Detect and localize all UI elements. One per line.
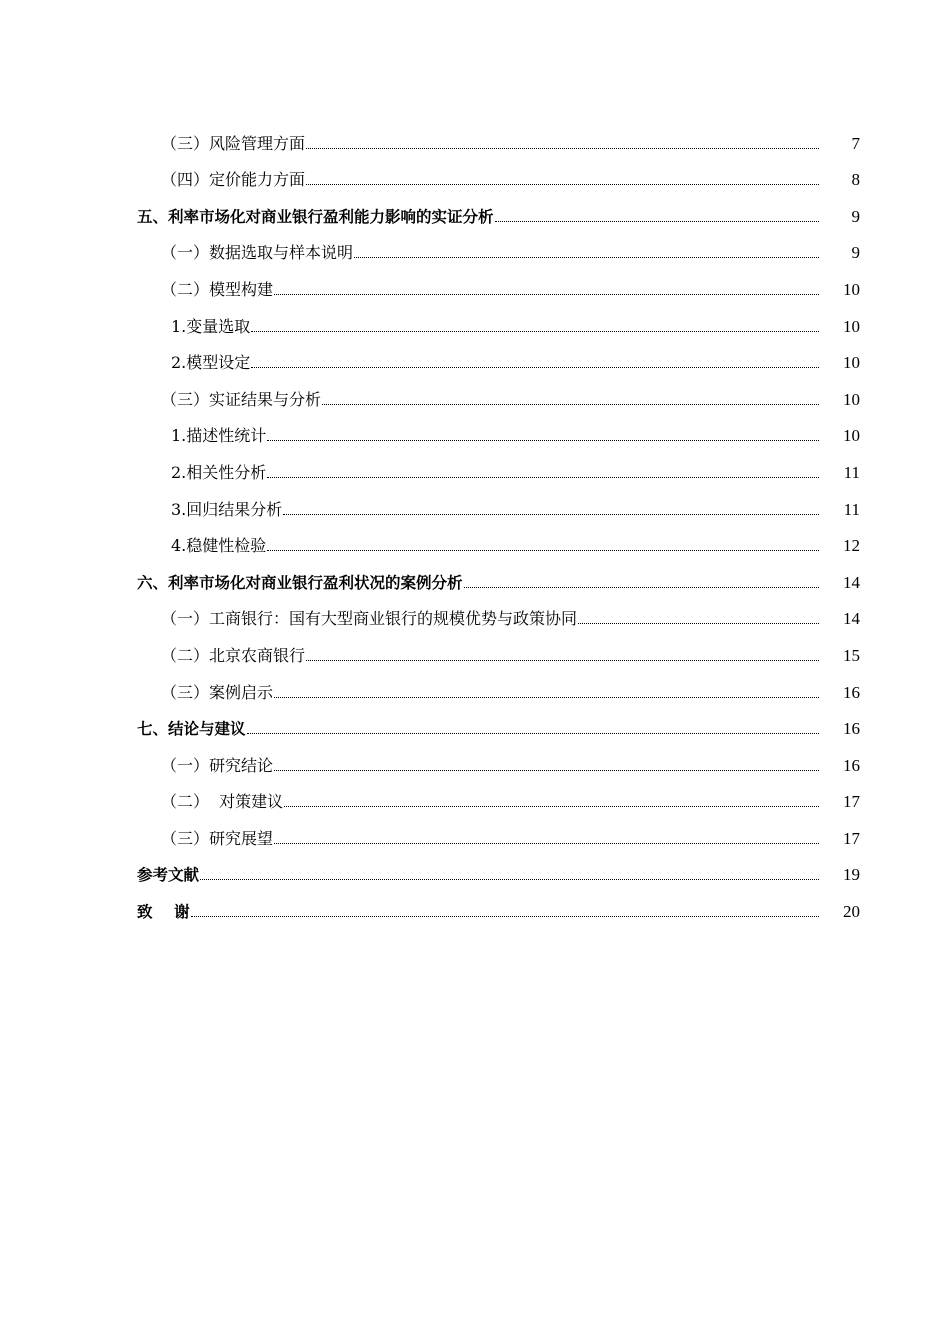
toc-entry[interactable] (0, 520, 950, 557)
toc-entry[interactable] (0, 776, 950, 813)
toc-entry-title: （二）北京农商银行 (161, 645, 306, 665)
toc-entry-title: 4.稳健性检验 (171, 536, 267, 556)
toc-entry-title: （一）研究结论 (161, 755, 274, 775)
toc-dot-leader (267, 550, 819, 551)
toc-entry-title: （一）工商银行：国有大型商业银行的规模优势与政策协同 (161, 609, 578, 629)
toc-entry[interactable] (0, 885, 950, 922)
toc-dot-leader (283, 514, 819, 515)
toc-entry-title: （一）数据选取与样本说明 (161, 243, 354, 263)
toc-entry-page-number: 8 (851, 170, 860, 190)
toc-dot-leader (306, 148, 819, 149)
toc-entry-title: （四）定价能力方面 (161, 170, 306, 190)
toc-entry-page-number: 16 (843, 755, 860, 775)
toc-entry-title: 参考文献 (137, 866, 200, 885)
toc-entry-page-number: 10 (843, 389, 860, 409)
toc-entry-title: （二） 对策建议 (161, 792, 284, 812)
toc-entry-title: （三）实证结果与分析 (161, 389, 322, 409)
toc-entry[interactable] (0, 849, 950, 886)
toc-entry-page-number: 7 (851, 133, 860, 153)
toc-entry-title: 1.描述性统计 (171, 426, 267, 446)
toc-entry-page-number: 17 (843, 792, 860, 812)
toc-entry-title: （二）模型构建 (161, 279, 274, 299)
toc-entry-title: 致 谢 (137, 903, 190, 922)
toc-entry-page-number: 14 (843, 609, 860, 629)
toc-entry-page-number: 20 (843, 902, 860, 922)
toc-entry-page-number: 10 (843, 353, 860, 373)
toc-dot-leader (322, 404, 819, 405)
toc-entry[interactable] (0, 117, 950, 154)
toc-dot-leader (306, 660, 819, 661)
table-of-contents (0, 117, 950, 922)
toc-entry-title: 2.模型设定 (171, 353, 251, 373)
toc-dot-leader (274, 770, 819, 771)
toc-entry-title: （三）风险管理方面 (161, 133, 306, 153)
toc-dot-leader (274, 697, 819, 698)
toc-entry[interactable] (0, 739, 950, 776)
toc-entry-title: 1.变量选取 (171, 316, 251, 336)
toc-entry[interactable] (0, 556, 950, 593)
toc-entry[interactable] (0, 666, 950, 703)
toc-entry-page-number: 10 (843, 279, 860, 299)
toc-entry-title: （三）研究展望 (161, 828, 274, 848)
toc-entry-title: 3.回归结果分析 (171, 499, 283, 519)
toc-dot-leader (267, 477, 819, 478)
toc-entry[interactable] (0, 263, 950, 300)
toc-entry[interactable] (0, 446, 950, 483)
toc-entry[interactable] (0, 337, 950, 374)
toc-entry-title: （三）案例启示 (161, 682, 274, 702)
toc-dot-leader (191, 916, 819, 917)
toc-entry[interactable] (0, 593, 950, 630)
toc-entry-page-number: 16 (843, 682, 860, 702)
toc-entry[interactable] (0, 300, 950, 337)
toc-entry[interactable] (0, 227, 950, 264)
toc-entry-page-number: 10 (843, 426, 860, 446)
toc-entry-title: 五、利率市场化对商业银行盈利能力影响的实证分析 (137, 207, 494, 226)
toc-dot-leader (495, 221, 819, 222)
toc-entry-title: 六、利率市场化对商业银行盈利状况的案例分析 (137, 573, 463, 592)
toc-entry-page-number: 10 (843, 316, 860, 336)
toc-entry-page-number: 9 (851, 243, 860, 263)
toc-dot-leader (284, 806, 819, 807)
toc-entry[interactable] (0, 629, 950, 666)
toc-entry[interactable] (0, 812, 950, 849)
toc-entry-page-number: 11 (843, 499, 860, 519)
toc-entry-page-number: 19 (843, 865, 860, 885)
toc-dot-leader (251, 367, 819, 368)
toc-dot-leader (464, 587, 819, 588)
toc-dot-leader (354, 257, 819, 258)
toc-dot-leader (274, 294, 819, 295)
toc-entry[interactable] (0, 703, 950, 740)
toc-entry-title: 2.相关性分析 (171, 462, 267, 482)
toc-entry[interactable] (0, 190, 950, 227)
toc-dot-leader (274, 843, 819, 844)
toc-entry-page-number: 17 (843, 828, 860, 848)
toc-dot-leader (306, 184, 819, 185)
toc-entry-page-number: 14 (843, 572, 860, 592)
toc-entry-page-number: 15 (843, 645, 860, 665)
toc-entry-page-number: 11 (843, 462, 860, 482)
toc-entry[interactable] (0, 410, 950, 447)
toc-entry[interactable] (0, 154, 950, 191)
toc-dot-leader (247, 733, 819, 734)
toc-entry[interactable] (0, 373, 950, 410)
toc-dot-leader (251, 331, 819, 332)
toc-dot-leader (200, 879, 819, 880)
toc-dot-leader (267, 440, 819, 441)
toc-entry-page-number: 12 (843, 536, 860, 556)
toc-entry-page-number: 16 (843, 719, 860, 739)
toc-entry[interactable] (0, 483, 950, 520)
toc-entry-page-number: 9 (851, 206, 860, 226)
toc-dot-leader (578, 623, 819, 624)
toc-entry-title: 七、结论与建议 (137, 720, 246, 739)
